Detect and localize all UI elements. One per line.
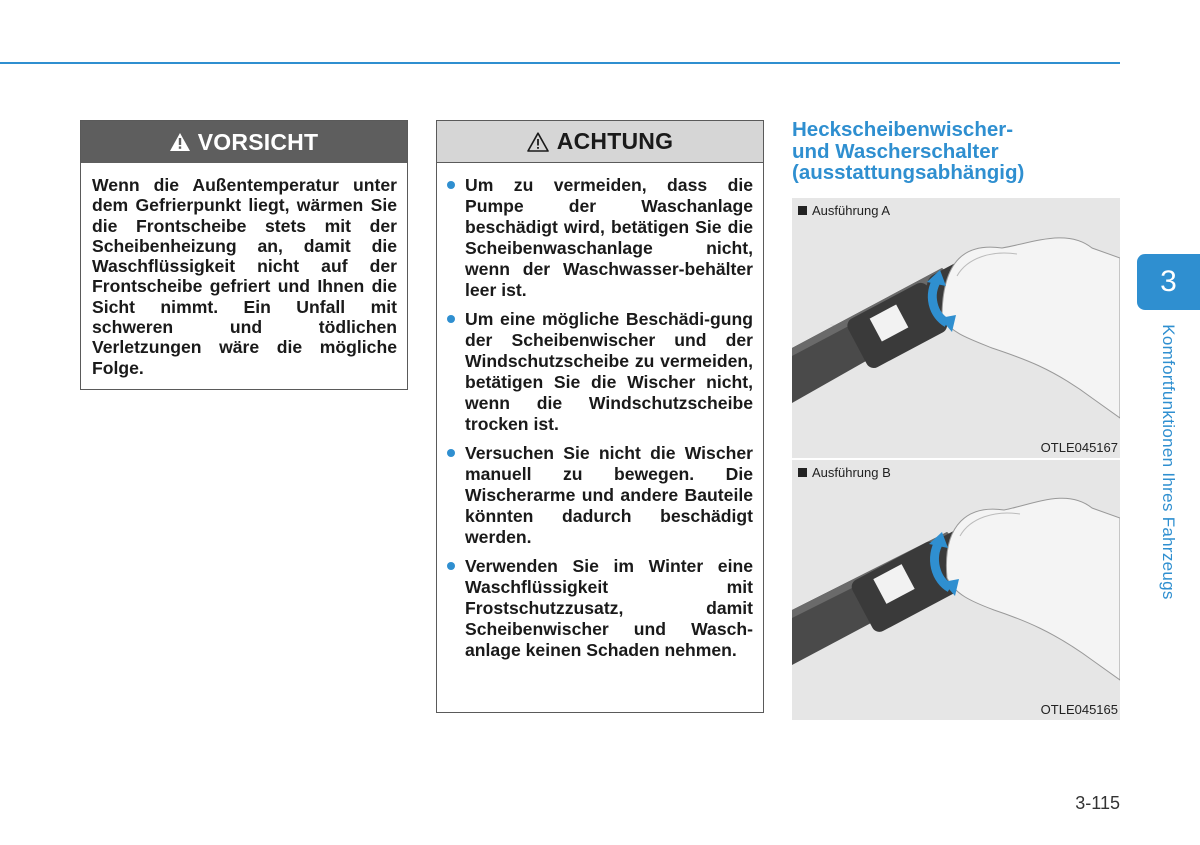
section-title-line: Heckscheibenwischer- bbox=[792, 118, 1014, 141]
bullet-icon bbox=[447, 449, 455, 457]
list-item bbox=[446, 443, 753, 548]
caution-triangle-icon bbox=[527, 132, 549, 152]
achtung-item-text: Um eine mögliche Beschädi-gung der Scheibenwischer und der Windschutzscheibe zu vermeiden, betätigen Sie die Wischer nicht, wenn die Windschutzscheibe trocken ist. bbox=[465, 309, 753, 434]
figure-a bbox=[792, 198, 1120, 458]
section-title bbox=[792, 119, 1092, 184]
figure-b-code: OTLE045165 bbox=[1040, 702, 1118, 717]
figure-b-caption bbox=[798, 465, 891, 480]
achtung-list bbox=[437, 163, 763, 661]
achtung-item-text: Verwenden Sie im Winter eine Waschflüssigkeit mit Frostschutzzusatz, damit Scheibenwischer und Wasch-anlage keinen Schaden nehmen. bbox=[465, 556, 753, 660]
list-item bbox=[446, 556, 753, 661]
vorsicht-title: VORSICHT bbox=[197, 128, 319, 155]
chapter-number: 3 bbox=[1160, 265, 1177, 298]
vorsicht-text: Wenn die Außentemperatur unter dem Gefrierpunkt liegt, wärmen Sie die Frontscheibe stets mit der Scheibenheizung an, damit die Waschflüssigkeit nicht auf der Frontscheibe gefriert und Ihnen die Sicht nimmt. Ein Unfall mit schweren und tödlichen Verletzungen wäre die mögliche Folge. bbox=[92, 175, 397, 378]
chapter-tab bbox=[1137, 254, 1200, 310]
achtung-box bbox=[436, 120, 764, 713]
achtung-item-text: Um zu vermeiden, dass die Pumpe der Waschanlage beschädigt wird, betätigen Sie die Scheibenwaschanlage nicht, wenn der Waschwasser-behälter leer ist. bbox=[465, 175, 753, 300]
square-bullet-icon bbox=[798, 468, 807, 477]
figure-b bbox=[792, 460, 1120, 720]
section-title-line: und Wascherschalter bbox=[792, 139, 999, 163]
achtung-header bbox=[437, 121, 763, 163]
square-bullet-icon bbox=[798, 206, 807, 215]
chapter-title: Komfortfunktionen Ihres Fahrzeugs bbox=[1159, 324, 1178, 600]
vorsicht-header bbox=[81, 121, 407, 163]
figure-a-caption-text: Ausführung A bbox=[812, 203, 891, 218]
svg-text:~: ~ bbox=[830, 321, 835, 330]
wiper-stalk-illustration-a bbox=[792, 198, 1120, 458]
bullet-icon bbox=[447, 181, 455, 189]
page-number: 3-115 bbox=[1075, 793, 1120, 813]
figure-a-caption bbox=[798, 203, 890, 218]
wiper-stalk-illustration-b bbox=[792, 460, 1120, 720]
warning-triangle-icon bbox=[170, 133, 190, 151]
vorsicht-box bbox=[80, 120, 408, 390]
list-item bbox=[446, 309, 753, 435]
figure-b-caption-text: Ausführung B bbox=[812, 465, 891, 480]
list-item bbox=[446, 175, 753, 301]
header-rule bbox=[0, 62, 1120, 64]
section-title-line: (ausstattungsabhängig) bbox=[792, 161, 1025, 184]
achtung-item-text: Versuchen Sie nicht die Wischer manuell zu bewegen. Die Wischerarme und andere Bauteile könnten dadurch beschädigt werden. bbox=[465, 443, 753, 547]
bullet-icon bbox=[447, 562, 455, 570]
achtung-title: ACHTUNG bbox=[556, 128, 674, 154]
bullet-icon bbox=[447, 315, 455, 323]
figure-a-code: OTLE045167 bbox=[1040, 440, 1118, 455]
